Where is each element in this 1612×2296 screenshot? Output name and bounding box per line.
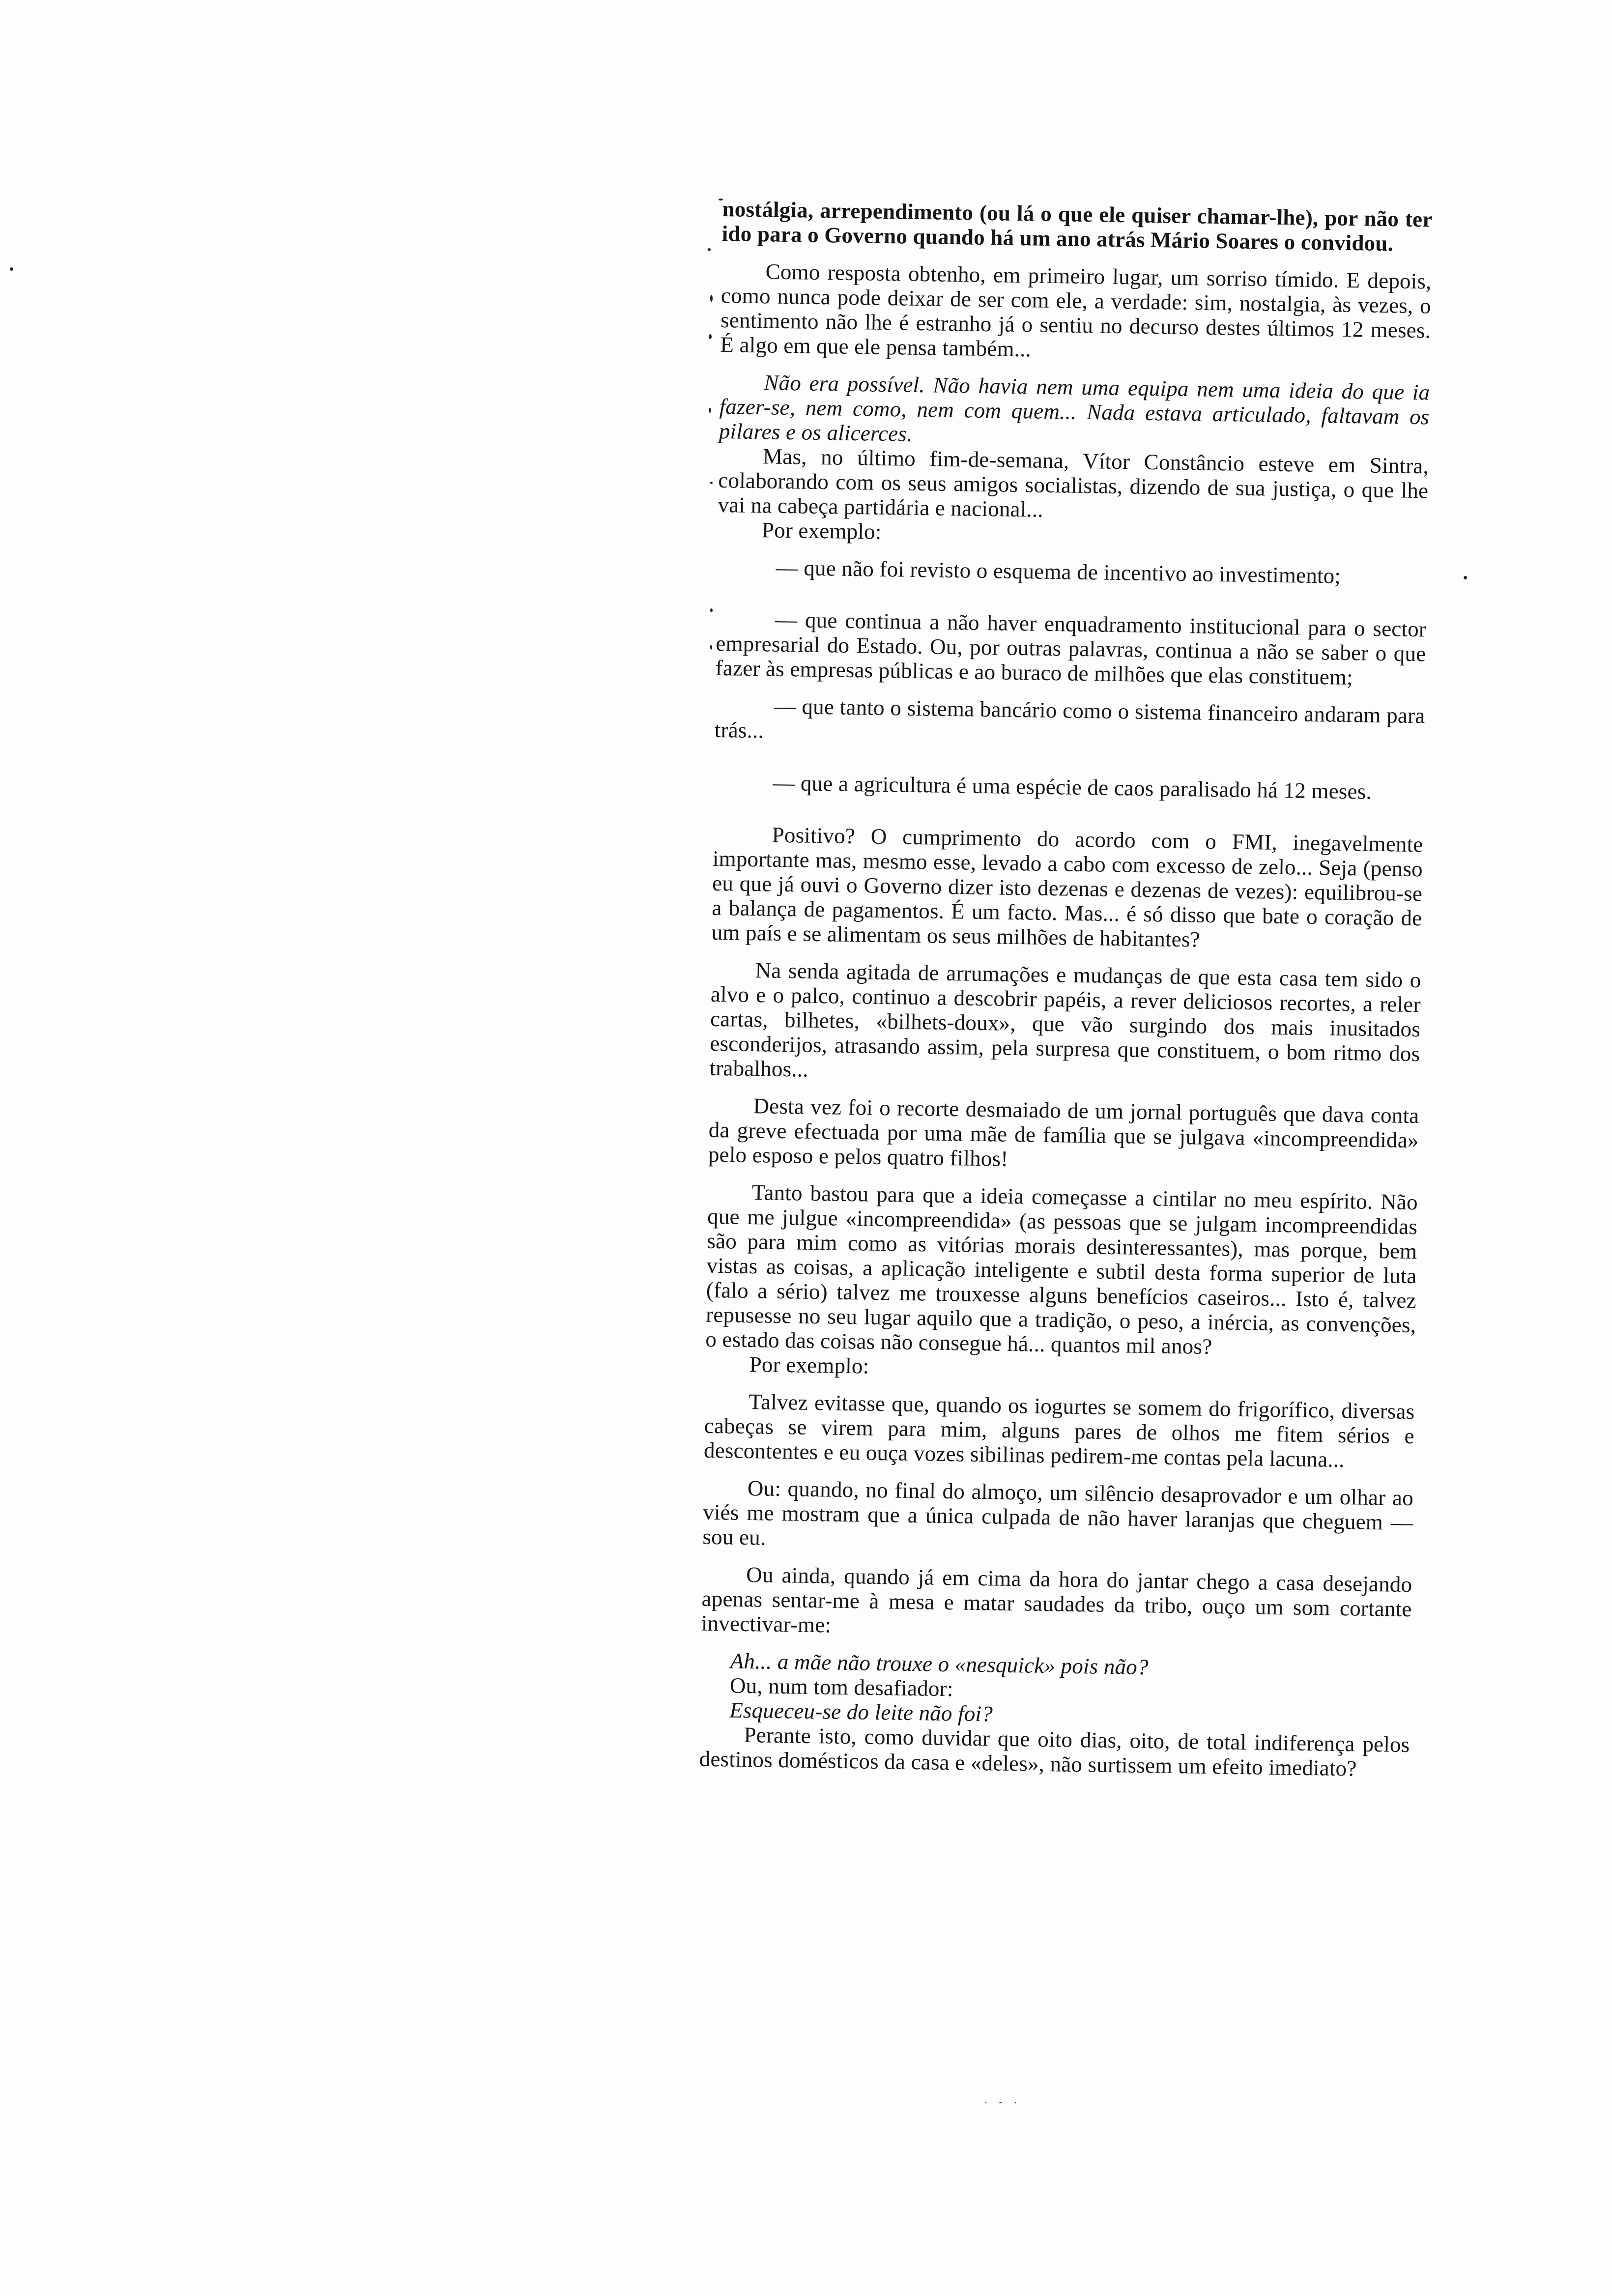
list-item: — que a agricultura é uma espécie de caos paralisado há 12 meses. xyxy=(772,770,1372,804)
scan-speck xyxy=(710,295,713,302)
paragraph: Positivo? O cumprimento do acordo com o FMI, inegavelmente importante mas, mesmo esse, levado a cabo com excesso de zelo... Seja (penso eu que já ouvi o Governo dizer isto dezenas e dezenas de vezes): equilibrou-se a balança de pagamentos. É um facto. Mas... é só disso que bate o coração de um país e se alimentam os seus milhões de habitantes? xyxy=(711,822,1423,952)
quote-paragraph: Não era possível. Não havia nem uma equipa nem uma ideia do que ia fazer-se, nem como, nem com quem... Nada estava articulado, faltavam os pilares e os alicerces. xyxy=(719,370,1430,446)
paragraph: Ou ainda, quando já em cima da hora do jantar chego a casa desejando apenas sentar-me à mesa e matar saudades da tribo, ouço um som cortante invectivar-me: xyxy=(701,1562,1412,1637)
scan-speck xyxy=(710,482,713,484)
paragraph: Por exemplo: xyxy=(761,517,882,544)
paragraph: Desta vez foi o recorte desmaiado de um jornal português que dava conta da greve efectuada por uma mãe de família que se julgava «incompreendida» pelo esposo e pelos quatro filhos! xyxy=(708,1093,1419,1171)
paragraph: Tanto bastou para que a ideia começasse a cintilar no meu espírito. Não que me julgue «incompreendida» (as pessoas que se julgam incompreendidas são para mim como as vitórias morais desinteressantes), mas porque, bem vistas as coisas, a aplicação inteligente e subtil desta forma superior de luta (falo a sério) talvez me trouxesse alguns benefícios caseiros... Isto é, talvez repusesse no seu lugar aquilo que a tradição, o peso, a inércia, as convenções, o estado das coisas não consegue há... quantos mil anos? xyxy=(705,1180,1418,1359)
scan-speck xyxy=(1464,576,1467,579)
dialogue-line: Ou, num tom desafiador: xyxy=(729,1673,953,1701)
list-item: — que tanto o sistema bancário como o sistema financeiro andaram para trás... xyxy=(714,693,1425,743)
paragraph: Por exemplo: xyxy=(749,1352,869,1378)
dialogue-line: Esqueceu-se do leite não foi? xyxy=(729,1697,993,1726)
paragraph: Talvez evitasse que, quando os iogurtes se somem do frigorífico, diversas cabeças se virem para mim, alguns pares de olhos me fitem sérios e descontentes e eu ouça vozes sibilinas pedirem-me contas pela lacuna... xyxy=(703,1389,1415,1472)
scan-speck xyxy=(710,645,712,650)
paragraph: Perante isto, como duvidar que oito dias, oito, de total indiferença pelos destinos domésticos da casa e «deles», não surtissem um efeito imediato? xyxy=(699,1722,1410,1781)
scan-speck xyxy=(709,334,712,339)
list-item: — que continua a não haver enquadramento institucional para o sector empresarial do Estado. Ou, por outras palavras, continua a não se saber o que fazer às empresas públicas e ao buraco de milhões que elas constituem; xyxy=(715,607,1427,690)
scan-speck xyxy=(709,408,711,413)
scan-speck xyxy=(710,608,713,612)
paragraph: Como resposta obtenho, em primeiro lugar, um sorriso tímido. E depois, como nunca pode deixar de ser com ele, a verdade: sim, nostalgia, às vezes, o sentimento não lhe é estranho já o sentiu no decurso destes últimos 12 meses. É algo em que ele pensa também... xyxy=(720,259,1432,362)
paragraph: Ou: quando, no final do almoço, um silêncio desaprovador e um olhar ao viés me mostram que a única culpada de não haver laranjas que cheguem — sou eu. xyxy=(702,1476,1414,1550)
article-column xyxy=(699,197,1432,1781)
scan-smudge: ·‑· xyxy=(983,2097,1028,2109)
list-item: — que não foi revisto o esquema de incentivo ao investimento; xyxy=(776,555,1341,588)
paragraph: Na senda agitada de arrumações e mudanças de que esta casa tem sido o alvo e o palco, continuo a descobrir papéis, a rever deliciosos recortes, a reler cartas, bilhetes, «bilhets-doux», que vão surgindo dos mais inusitados esconderijos, atrasando assim, pela surpresa que constituem, o bom ritmo dos trabalhos... xyxy=(709,958,1421,1082)
scan-speck xyxy=(708,248,711,251)
paragraph: Mas, no último fim-de-semana, Vítor Constâncio esteve em Sintra, colaborando com os seus amigos socialistas, dizendo de sua justiça, o que lhe vai na cabeça partidária e nacional... xyxy=(718,444,1429,522)
paragraph: nostálgia, arrependimento (ou lá o que ele quiser chamar-lhe), por não ter ido para o Governo quando há um ano atrás Mário Soares o convidou. xyxy=(721,197,1433,256)
dialogue-line: Ah... a mãe não trouxe o «nesquick» pois não? xyxy=(730,1648,1149,1680)
scan-speck xyxy=(10,267,13,271)
